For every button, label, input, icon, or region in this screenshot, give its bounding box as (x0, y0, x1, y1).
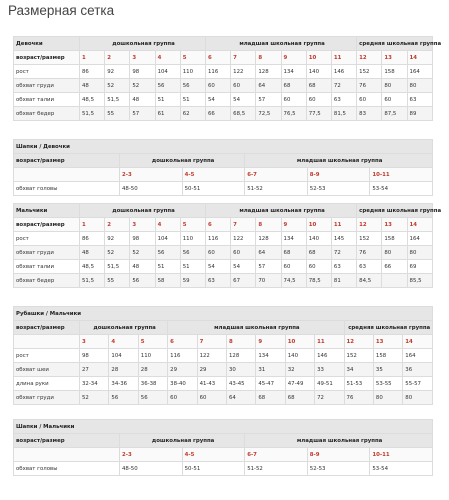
table-cell: 43-45 (226, 377, 255, 391)
table-cell: 110 (180, 232, 205, 246)
table-cell: 52 (105, 79, 130, 93)
table-cell: 51,5 (80, 274, 105, 288)
table-cell: 62 (180, 107, 205, 121)
table-cell: 76,5 (281, 107, 306, 121)
table-row (14, 391, 433, 405)
table-cell: 30 (226, 363, 255, 377)
table-cell: 64 (256, 79, 281, 93)
row-label: обхват талии (14, 93, 80, 107)
table-cell: 72 (331, 79, 356, 93)
table-cell: 146 (331, 65, 356, 79)
table-cell: 140 (285, 349, 314, 363)
age-row (14, 51, 433, 65)
table-cell: 80 (407, 79, 432, 93)
table-cell: 60 (231, 246, 256, 260)
table-cell (382, 274, 407, 288)
age-cell: 11 (331, 218, 356, 232)
table-cell: 28 (109, 363, 138, 377)
table-cell: 53-54 (370, 182, 433, 196)
table-row (14, 65, 433, 79)
table-cell: 29 (168, 363, 197, 377)
table-cell: 68 (281, 79, 306, 93)
table-cell: 63 (357, 260, 382, 274)
age-cell: 13 (382, 51, 407, 65)
table-cell: 53-55 (373, 377, 402, 391)
table-cell: 164 (407, 232, 432, 246)
table-cell: 51-52 (245, 462, 308, 476)
table-cell: 51,5 (80, 107, 105, 121)
age-cell: 12 (357, 51, 382, 65)
table-cell: 56 (130, 274, 155, 288)
age-cell: 3 (80, 335, 109, 349)
table-cell: 128 (226, 349, 255, 363)
age-cell: 5 (180, 218, 205, 232)
age-cell: 10-11 (370, 168, 433, 182)
table-cell: 164 (407, 65, 432, 79)
table-cell: 80 (403, 391, 433, 405)
row-label: обхват груди (14, 391, 80, 405)
table-title: Мальчики (14, 204, 80, 218)
table-cell: 110 (138, 349, 167, 363)
table-cell: 104 (109, 349, 138, 363)
table-row (14, 93, 433, 107)
table-cell: 98 (130, 65, 155, 79)
table-cell: 53-54 (370, 462, 433, 476)
table-cell: 128 (256, 65, 281, 79)
age-cell: 5 (138, 335, 167, 349)
table-cell: 60 (281, 93, 306, 107)
table-title: Девочки (14, 37, 80, 51)
table-cell: 86 (80, 232, 105, 246)
table-cell: 83 (357, 107, 382, 121)
boys-shirts-table (13, 306, 433, 405)
row-label: обхват бедер (14, 274, 80, 288)
age-cell: 13 (382, 218, 407, 232)
table-cell: 29 (197, 363, 226, 377)
table-cell: 47-49 (285, 377, 314, 391)
table-cell: 54 (231, 93, 256, 107)
table-cell: 60 (197, 391, 226, 405)
table-cell: 51 (180, 260, 205, 274)
table-cell: 48-50 (120, 182, 183, 196)
table-cell: 164 (403, 349, 433, 363)
table-cell: 122 (231, 65, 256, 79)
row-label: рост (14, 232, 80, 246)
table-cell: 63 (331, 93, 356, 107)
group-header-middle: средняя школьная группа (344, 321, 432, 335)
age-cell: 1 (80, 218, 105, 232)
table-cell: 60 (231, 79, 256, 93)
age-cell: 6-7 (245, 448, 308, 462)
table-cell: 51,5 (105, 93, 130, 107)
table-cell: 56 (138, 391, 167, 405)
age-cell: 5 (180, 51, 205, 65)
table-cell: 50-51 (182, 462, 245, 476)
table-title: Шапки / Мальчики (14, 420, 433, 434)
table-cell: 52 (130, 246, 155, 260)
table-cell: 92 (105, 232, 130, 246)
table-cell: 104 (155, 65, 180, 79)
table-row (14, 79, 433, 93)
table-cell: 92 (105, 65, 130, 79)
table-cell: 52-53 (307, 182, 370, 196)
table-cell: 77,5 (306, 107, 331, 121)
row-label: обхват шеи (14, 363, 80, 377)
table-cell: 104 (155, 232, 180, 246)
table-cell: 48 (80, 246, 105, 260)
table-cell: 57 (130, 107, 155, 121)
age-cell: 9 (281, 218, 306, 232)
page-title: Размерная сетка (8, 3, 115, 18)
group-header-junior: младшая школьная группа (205, 37, 356, 51)
table-cell: 48,5 (80, 93, 105, 107)
table-cell: 68 (285, 391, 314, 405)
table-cell: 68 (281, 246, 306, 260)
girls-hats-table (13, 139, 433, 196)
table-cell: 98 (80, 349, 109, 363)
table-cell: 57 (256, 93, 281, 107)
table-cell: 34-36 (109, 377, 138, 391)
table-cell: 50-51 (182, 182, 245, 196)
table-cell: 81 (331, 274, 356, 288)
table-cell: 76 (344, 391, 373, 405)
table-cell: 56 (109, 391, 138, 405)
table-cell: 56 (180, 246, 205, 260)
group-header-junior: младшая школьная группа (205, 204, 356, 218)
age-label: возраст/размер (14, 218, 80, 232)
table-cell: 87,5 (382, 107, 407, 121)
table-cell: 122 (197, 349, 226, 363)
row-label: обхват головы (14, 462, 120, 476)
age-cell: 4 (109, 335, 138, 349)
table-cell: 70 (256, 274, 281, 288)
table-cell: 122 (231, 232, 256, 246)
age-cell: 12 (344, 335, 373, 349)
table-cell: 146 (315, 349, 344, 363)
table-cell: 64 (256, 246, 281, 260)
table-cell: 32 (285, 363, 314, 377)
table-title: Шапки / Девочки (14, 140, 433, 154)
table-cell: 55 (105, 274, 130, 288)
table-cell: 55-57 (403, 377, 433, 391)
age-cell: 2-3 (120, 448, 183, 462)
age-cell: 8 (226, 335, 255, 349)
table-cell: 64 (226, 391, 255, 405)
table-cell: 51 (180, 93, 205, 107)
age-cell: 1 (80, 51, 105, 65)
table-cell: 38-40 (168, 377, 197, 391)
table-cell: 80 (373, 391, 402, 405)
table-cell: 60 (357, 93, 382, 107)
group-header-junior: младшая школьная группа (245, 434, 433, 448)
age-cell: 8-9 (307, 448, 370, 462)
table-cell: 32-34 (80, 377, 109, 391)
age-cell: 10 (285, 335, 314, 349)
table-cell: 35 (373, 363, 402, 377)
table-cell: 60 (382, 93, 407, 107)
table-cell: 86 (80, 65, 105, 79)
row-label: рост (14, 65, 80, 79)
table-cell: 54 (231, 260, 256, 274)
table-row (14, 182, 433, 196)
row-label: обхват груди (14, 246, 80, 260)
age-cell: 14 (407, 51, 432, 65)
table-cell: 61 (155, 107, 180, 121)
row-label: обхват талии (14, 260, 80, 274)
age-cell: 6 (205, 218, 230, 232)
group-header-junior: младшая школьная группа (168, 321, 344, 335)
girls-size-table (13, 36, 442, 121)
group-header-middle: средняя школьная группа (357, 37, 433, 51)
age-row (14, 448, 433, 462)
table-cell: 52 (105, 246, 130, 260)
age-cell: 4 (155, 51, 180, 65)
table-cell: 27 (80, 363, 109, 377)
table-cell: 158 (382, 232, 407, 246)
age-cell: 4-5 (182, 168, 245, 182)
table-cell: 28 (138, 363, 167, 377)
group-header-middle: средняя школьная группа (357, 204, 433, 218)
age-cell: 14 (403, 335, 433, 349)
table-cell: 140 (306, 65, 331, 79)
table-cell: 54 (205, 260, 230, 274)
age-row (14, 218, 433, 232)
table-cell: 63 (331, 260, 356, 274)
age-cell: 7 (231, 218, 256, 232)
row-label: длина руки (14, 377, 80, 391)
table-cell: 41-43 (197, 377, 226, 391)
age-cell: 7 (231, 51, 256, 65)
table-cell: 36 (403, 363, 433, 377)
table-cell: 128 (256, 232, 281, 246)
table-cell: 84,5 (357, 274, 382, 288)
age-cell: 10 (306, 218, 331, 232)
table-cell: 110 (180, 65, 205, 79)
table-cell: 81,5 (331, 107, 356, 121)
table-cell: 72 (331, 246, 356, 260)
table-cell: 85,5 (407, 274, 432, 288)
table-cell: 63 (205, 274, 230, 288)
age-cell: 14 (407, 218, 432, 232)
table-cell: 48-50 (120, 462, 183, 476)
table-cell: 60 (306, 260, 331, 274)
age-cell: 6 (205, 51, 230, 65)
table-cell: 51 (155, 93, 180, 107)
age-label: возраст/размер (14, 51, 80, 65)
table-cell: 52-53 (307, 462, 370, 476)
age-cell: 3 (130, 51, 155, 65)
age-cell: 6 (168, 335, 197, 349)
table-cell: 140 (306, 232, 331, 246)
table-cell: 59 (180, 274, 205, 288)
age-label: возраст/размер (14, 154, 120, 168)
age-cell: 2 (105, 218, 130, 232)
table-cell: 69 (407, 260, 432, 274)
table-cell: 60 (205, 246, 230, 260)
table-cell: 89 (407, 107, 432, 121)
table-cell: 56 (155, 79, 180, 93)
table-cell: 48,5 (80, 260, 105, 274)
table-cell: 63 (407, 93, 432, 107)
table-cell: 98 (130, 232, 155, 246)
table-cell: 158 (382, 65, 407, 79)
age-label: возраст/размер (14, 434, 120, 448)
age-cell: 10-11 (370, 448, 433, 462)
table-cell: 134 (281, 232, 306, 246)
group-header-preschool: дошкольная группа (80, 37, 206, 51)
table-cell: 45-47 (256, 377, 285, 391)
age-cell: 9 (281, 51, 306, 65)
age-cell: 4 (155, 218, 180, 232)
table-cell: 74,5 (281, 274, 306, 288)
age-cell: 10 (306, 51, 331, 65)
table-cell: 60 (168, 391, 197, 405)
age-row (14, 335, 433, 349)
table-cell: 145 (331, 232, 356, 246)
age-cell: 4-5 (182, 448, 245, 462)
table-cell: 152 (357, 232, 382, 246)
table-title: Рубашки / Мальчики (14, 307, 433, 321)
table-cell: 60 (205, 79, 230, 93)
boys-size-table (13, 203, 442, 288)
table-row (14, 377, 433, 391)
group-header-preschool: дошкольная группа (80, 321, 168, 335)
table-cell: 80 (382, 79, 407, 93)
table-cell: 36-38 (138, 377, 167, 391)
table-cell: 52 (80, 391, 109, 405)
table-cell: 51 (155, 260, 180, 274)
age-cell: 11 (331, 51, 356, 65)
table-cell: 68,5 (231, 107, 256, 121)
group-header-preschool: дошкольная группа (120, 154, 245, 168)
table-cell: 31 (256, 363, 285, 377)
table-cell: 52 (130, 79, 155, 93)
table-cell: 66 (382, 260, 407, 274)
table-cell: 57 (256, 260, 281, 274)
group-header-preschool: дошкольная группа (120, 434, 245, 448)
table-cell: 67 (231, 274, 256, 288)
group-header-junior: младшая школьная группа (245, 154, 433, 168)
table-cell: 76 (357, 246, 382, 260)
table-cell: 60 (306, 93, 331, 107)
table-cell: 134 (281, 65, 306, 79)
table-row (14, 363, 433, 377)
age-cell: 2 (105, 51, 130, 65)
row-label: рост (14, 349, 80, 363)
table-row (14, 462, 433, 476)
boys-hats-table (13, 419, 433, 476)
table-row (14, 260, 433, 274)
table-cell: 116 (205, 232, 230, 246)
table-cell: 78,5 (306, 274, 331, 288)
table-row (14, 349, 433, 363)
table-cell: 72 (315, 391, 344, 405)
table-cell: 66 (205, 107, 230, 121)
table-cell: 49-51 (315, 377, 344, 391)
table-cell: 56 (155, 246, 180, 260)
table-cell: 48 (130, 93, 155, 107)
age-cell: 8 (256, 51, 281, 65)
age-cell: 13 (373, 335, 402, 349)
table-cell: 58 (155, 274, 180, 288)
group-header-preschool: дошкольная группа (80, 204, 206, 218)
table-cell: 80 (382, 246, 407, 260)
table-row (14, 232, 433, 246)
table-cell: 68 (256, 391, 285, 405)
table-cell: 48 (130, 260, 155, 274)
age-cell: 8 (256, 218, 281, 232)
age-cell: 2-3 (120, 168, 183, 182)
table-cell: 116 (168, 349, 197, 363)
table-row (14, 107, 433, 121)
row-label: обхват бедер (14, 107, 80, 121)
table-cell: 68 (306, 79, 331, 93)
table-cell: 55 (105, 107, 130, 121)
age-row (14, 168, 433, 182)
table-cell: 60 (281, 260, 306, 274)
table-row (14, 246, 433, 260)
table-cell: 51-52 (245, 182, 308, 196)
table-cell: 51-53 (344, 377, 373, 391)
age-cell: 11 (315, 335, 344, 349)
age-cell: 3 (130, 218, 155, 232)
age-cell: 6-7 (245, 168, 308, 182)
table-cell: 152 (344, 349, 373, 363)
table-cell: 72,5 (256, 107, 281, 121)
age-cell: 7 (197, 335, 226, 349)
table-cell: 80 (407, 246, 432, 260)
table-cell: 68 (306, 246, 331, 260)
table-cell: 152 (357, 65, 382, 79)
table-cell: 51,5 (105, 260, 130, 274)
age-label: возраст/размер (14, 321, 80, 335)
table-cell: 158 (373, 349, 402, 363)
table-cell: 48 (80, 79, 105, 93)
table-cell: 76 (357, 79, 382, 93)
row-label: обхват груди (14, 79, 80, 93)
table-row (14, 274, 433, 288)
table-cell: 33 (315, 363, 344, 377)
age-cell: 9 (256, 335, 285, 349)
table-cell: 134 (256, 349, 285, 363)
table-cell: 34 (344, 363, 373, 377)
row-label: обхват головы (14, 182, 120, 196)
age-cell: 8-9 (307, 168, 370, 182)
table-cell: 116 (205, 65, 230, 79)
table-cell: 56 (180, 79, 205, 93)
age-cell: 12 (357, 218, 382, 232)
table-cell: 54 (205, 93, 230, 107)
